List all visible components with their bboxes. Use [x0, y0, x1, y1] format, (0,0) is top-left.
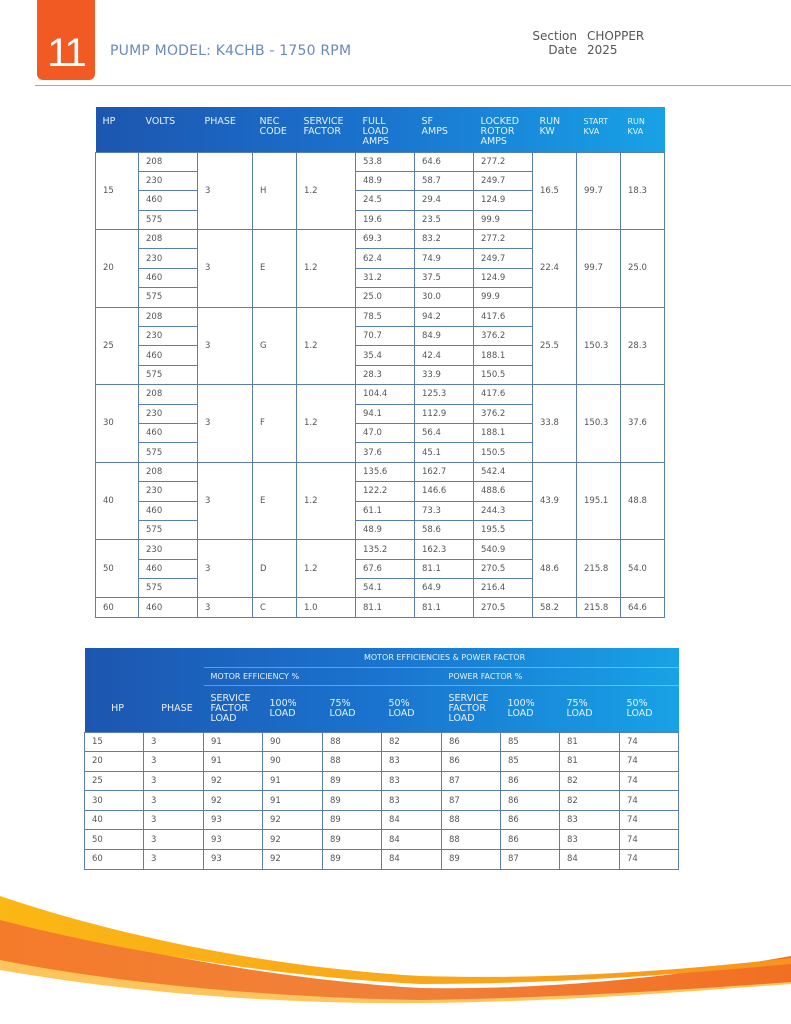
service-factor-cell: 1.2	[297, 462, 356, 540]
cell: 85	[501, 732, 560, 752]
hp-cell: 25	[96, 307, 139, 385]
locked-rotor-amps-cell: 249.7	[474, 249, 533, 268]
cell: 88	[442, 810, 501, 830]
cell: 82	[382, 732, 442, 752]
full-load-amps-cell: 135.6	[356, 462, 415, 481]
service-factor-cell: 1.2	[297, 230, 356, 308]
header-eff-75-load: 75% LOAD	[323, 685, 382, 732]
phase-cell: 3	[198, 307, 253, 385]
header-divider	[35, 85, 791, 86]
volts-cell: 460	[139, 598, 198, 617]
cell: 91	[263, 771, 323, 791]
cell: 88	[323, 732, 382, 752]
run-kw-cell: 58.2	[533, 598, 577, 617]
sf-amps-cell: 29.4	[415, 191, 474, 210]
locked-rotor-amps-cell: 277.2	[474, 152, 533, 171]
table-row	[85, 830, 679, 850]
section-label: Section	[532, 29, 577, 43]
run-kw-cell: 48.6	[533, 540, 577, 598]
efficiency-table-title: MOTOR EFFICIENCIES & POWER FACTOR	[363, 652, 526, 662]
header-locked-rotor-amps: LOCKED ROTOR AMPS	[480, 116, 520, 147]
locked-rotor-amps-cell: 99.9	[474, 288, 533, 307]
cell: 93	[204, 830, 263, 850]
table-row	[85, 752, 679, 772]
start-kva-cell: 150.3	[577, 385, 621, 463]
locked-rotor-amps-cell: 376.2	[474, 404, 533, 423]
full-load-amps-cell: 67.6	[356, 559, 415, 578]
decorative-swoosh	[0, 880, 791, 1024]
cell: 15	[85, 732, 144, 752]
header-sf-amps: SF AMPS	[421, 116, 448, 137]
cell: 93	[204, 810, 263, 830]
volts-cell: 230	[139, 404, 198, 423]
header-start-kva: START KVA	[583, 117, 609, 136]
volts-cell: 575	[139, 579, 198, 598]
volts-cell: 575	[139, 365, 198, 384]
cell: 3	[144, 771, 204, 791]
locked-rotor-amps-cell: 195.5	[474, 520, 533, 539]
sf-amps-cell: 58.6	[415, 520, 474, 539]
sf-amps-cell: 162.3	[415, 540, 474, 559]
cell: 74	[620, 732, 679, 752]
locked-rotor-amps-cell: 540.9	[474, 540, 533, 559]
cell: 3	[144, 791, 204, 811]
service-factor-cell: 1.2	[297, 307, 356, 385]
full-load-amps-cell: 69.3	[356, 230, 415, 249]
sf-amps-cell: 33.9	[415, 365, 474, 384]
volts-cell: 460	[139, 346, 198, 365]
cell: 91	[204, 732, 263, 752]
start-kva-cell: 150.3	[577, 307, 621, 385]
page-title: PUMP MODEL: K4CHB - 1750 RPM	[110, 43, 352, 59]
sf-amps-cell: 45.1	[415, 443, 474, 462]
header-hp: HP	[102, 116, 116, 127]
locked-rotor-amps-cell: 244.3	[474, 501, 533, 520]
run-kw-cell: 43.9	[533, 462, 577, 540]
header-eff-service-factor-load: SERVICE FACTOR LOAD	[204, 685, 263, 732]
header-service-factor: SERVICE FACTOR	[303, 116, 344, 137]
run-kw-cell: 25.5	[533, 307, 577, 385]
volts-cell: 208	[139, 385, 198, 404]
sf-amps-cell: 84.9	[415, 327, 474, 346]
cell: 82	[560, 771, 620, 791]
volts-cell: 575	[139, 288, 198, 307]
table-row	[96, 152, 665, 171]
cell: 86	[442, 732, 501, 752]
service-factor-cell: 1.2	[297, 152, 356, 230]
cell: 86	[442, 752, 501, 772]
nec-code-cell: H	[253, 152, 297, 230]
header-phase: PHASE	[161, 702, 193, 714]
sf-amps-cell: 81.1	[415, 559, 474, 578]
header-hp: HP	[111, 702, 124, 714]
volts-cell: 460	[139, 268, 198, 287]
cell: 3	[144, 810, 204, 830]
service-factor-cell: 1.2	[297, 385, 356, 463]
swoosh-orange-band	[0, 916, 791, 1000]
cell: 88	[442, 830, 501, 850]
full-load-amps-cell: 54.1	[356, 579, 415, 598]
locked-rotor-amps-cell: 188.1	[474, 423, 533, 442]
cell: 88	[323, 752, 382, 772]
hp-cell: 40	[96, 462, 139, 540]
locked-rotor-amps-cell: 376.2	[474, 327, 533, 346]
cell: 74	[620, 830, 679, 850]
sf-amps-cell: 58.7	[415, 171, 474, 190]
cell: 90	[263, 752, 323, 772]
run-kva-cell: 25.0	[621, 230, 665, 308]
cell: 83	[382, 752, 442, 772]
cell: 86	[501, 771, 560, 791]
full-load-amps-cell: 35.4	[356, 346, 415, 365]
locked-rotor-amps-cell: 249.7	[474, 171, 533, 190]
phase-cell: 3	[198, 385, 253, 463]
header-pf-service-factor-load: SERVICE FACTOR LOAD	[442, 685, 501, 732]
sf-amps-cell: 73.3	[415, 501, 474, 520]
full-load-amps-cell: 70.7	[356, 327, 415, 346]
sf-amps-cell: 74.9	[415, 249, 474, 268]
sf-amps-cell: 64.6	[415, 152, 474, 171]
volts-cell: 208	[139, 230, 198, 249]
volts-cell: 230	[139, 327, 198, 346]
cell: 84	[560, 850, 620, 870]
cell: 30	[85, 791, 144, 811]
hp-cell: 15	[96, 152, 139, 230]
cell: 89	[323, 830, 382, 850]
cell: 84	[382, 830, 442, 850]
hp-cell: 60	[96, 598, 139, 617]
header-run-kva: RUN KVA	[627, 117, 645, 136]
date-value: 2025	[587, 43, 618, 57]
cell: 50	[85, 830, 144, 850]
full-load-amps-cell: 47.0	[356, 423, 415, 442]
cell: 25	[85, 771, 144, 791]
table-row	[96, 307, 665, 326]
document-meta	[525, 29, 644, 57]
locked-rotor-amps-cell: 488.6	[474, 482, 533, 501]
full-load-amps-cell: 31.2	[356, 268, 415, 287]
nec-code-cell: E	[253, 230, 297, 308]
cell: 74	[620, 771, 679, 791]
volts-cell: 208	[139, 307, 198, 326]
volts-cell: 575	[139, 210, 198, 229]
table-row	[96, 540, 665, 559]
cell: 91	[263, 791, 323, 811]
volts-cell: 230	[139, 249, 198, 268]
run-kva-cell: 54.0	[621, 540, 665, 598]
cell: 93	[204, 850, 263, 870]
full-load-amps-cell: 61.1	[356, 501, 415, 520]
sf-amps-cell: 64.9	[415, 579, 474, 598]
cell: 81	[560, 752, 620, 772]
service-factor-cell: 1.0	[297, 598, 356, 617]
service-factor-cell: 1.2	[297, 540, 356, 598]
table-row	[96, 598, 665, 617]
run-kva-cell: 28.3	[621, 307, 665, 385]
locked-rotor-amps-cell: 150.5	[474, 365, 533, 384]
page-number: 11	[47, 31, 85, 75]
full-load-amps-cell: 94.1	[356, 404, 415, 423]
table-row	[96, 462, 665, 481]
volts-cell: 460	[139, 191, 198, 210]
sf-amps-cell: 30.0	[415, 288, 474, 307]
phase-cell: 3	[198, 230, 253, 308]
phase-cell: 3	[198, 462, 253, 540]
full-load-amps-cell: 19.6	[356, 210, 415, 229]
cell: 82	[560, 791, 620, 811]
run-kva-cell: 64.6	[621, 598, 665, 617]
header-pf-50-load: 50% LOAD	[620, 685, 679, 732]
cell: 90	[263, 732, 323, 752]
header-phase: PHASE	[204, 116, 236, 127]
sf-amps-cell: 37.5	[415, 268, 474, 287]
sf-amps-cell: 23.5	[415, 210, 474, 229]
motor-efficiency-table	[84, 648, 679, 870]
sf-amps-cell: 94.2	[415, 307, 474, 326]
cell: 89	[323, 850, 382, 870]
cell: 74	[620, 791, 679, 811]
volts-cell: 575	[139, 443, 198, 462]
volts-cell: 460	[139, 559, 198, 578]
locked-rotor-amps-cell: 542.4	[474, 462, 533, 481]
cell: 87	[442, 771, 501, 791]
cell: 89	[323, 771, 382, 791]
cell: 92	[263, 810, 323, 830]
nec-code-cell: D	[253, 540, 297, 598]
locked-rotor-amps-cell: 216.4	[474, 579, 533, 598]
date-label: Date	[548, 43, 577, 57]
sf-amps-cell: 56.4	[415, 423, 474, 442]
hp-cell: 30	[96, 385, 139, 463]
run-kw-cell: 22.4	[533, 230, 577, 308]
cell: 40	[85, 810, 144, 830]
locked-rotor-amps-cell: 124.9	[474, 268, 533, 287]
header-nec-code: NEC CODE	[259, 116, 287, 137]
full-load-amps-cell: 48.9	[356, 520, 415, 539]
cell: 3	[144, 732, 204, 752]
nec-code-cell: G	[253, 307, 297, 385]
full-load-amps-cell: 48.9	[356, 171, 415, 190]
run-kva-cell: 18.3	[621, 152, 665, 230]
nec-code-cell: F	[253, 385, 297, 463]
nec-code-cell: E	[253, 462, 297, 540]
full-load-amps-cell: 104.4	[356, 385, 415, 404]
locked-rotor-amps-cell: 270.5	[474, 598, 533, 617]
locked-rotor-amps-cell: 150.5	[474, 443, 533, 462]
cell: 86	[501, 791, 560, 811]
full-load-amps-cell: 135.2	[356, 540, 415, 559]
header-eff-100-load: 100% LOAD	[263, 685, 323, 732]
full-load-amps-cell: 24.5	[356, 191, 415, 210]
cell: 20	[85, 752, 144, 772]
cell: 3	[144, 752, 204, 772]
cell: 89	[442, 850, 501, 870]
table-row	[85, 850, 679, 870]
start-kva-cell: 99.7	[577, 152, 621, 230]
table-row	[96, 385, 665, 404]
full-load-amps-cell: 37.6	[356, 443, 415, 462]
volts-cell: 230	[139, 482, 198, 501]
cell: 92	[263, 830, 323, 850]
full-load-amps-cell: 28.3	[356, 365, 415, 384]
cell: 83	[382, 771, 442, 791]
volts-cell: 460	[139, 501, 198, 520]
hp-cell: 20	[96, 230, 139, 308]
full-load-amps-cell: 81.1	[356, 598, 415, 617]
cell: 87	[442, 791, 501, 811]
volts-cell: 230	[139, 171, 198, 190]
header-pf-75-load: 75% LOAD	[560, 685, 620, 732]
cell: 85	[501, 752, 560, 772]
header-full-load-amps: FULL LOAD AMPS	[362, 116, 389, 147]
locked-rotor-amps-cell: 417.6	[474, 385, 533, 404]
cell: 74	[620, 850, 679, 870]
cell: 3	[144, 850, 204, 870]
cell: 83	[560, 830, 620, 850]
sf-amps-cell: 81.1	[415, 598, 474, 617]
cell: 89	[323, 791, 382, 811]
cell: 92	[204, 791, 263, 811]
sf-amps-cell: 146.6	[415, 482, 474, 501]
cell: 83	[560, 810, 620, 830]
header-pf-100-load: 100% LOAD	[501, 685, 560, 732]
volts-cell: 208	[139, 152, 198, 171]
volts-cell: 208	[139, 462, 198, 481]
full-load-amps-cell: 53.8	[356, 152, 415, 171]
start-kva-cell: 99.7	[577, 230, 621, 308]
phase-cell: 3	[198, 598, 253, 617]
page-number-badge	[37, 0, 95, 80]
cell: 89	[323, 810, 382, 830]
full-load-amps-cell: 62.4	[356, 249, 415, 268]
header-run-kw: RUN KW	[539, 116, 561, 137]
sf-amps-cell: 162.7	[415, 462, 474, 481]
cell: 92	[204, 771, 263, 791]
locked-rotor-amps-cell: 99.9	[474, 210, 533, 229]
sf-amps-cell: 112.9	[415, 404, 474, 423]
header-eff-50-load: 50% LOAD	[382, 685, 442, 732]
locked-rotor-amps-cell: 124.9	[474, 191, 533, 210]
start-kva-cell: 195.1	[577, 462, 621, 540]
table-row	[85, 732, 679, 752]
run-kva-cell: 48.8	[621, 462, 665, 540]
section-value: CHOPPER	[587, 29, 645, 43]
full-load-amps-cell: 122.2	[356, 482, 415, 501]
sf-amps-cell: 125.3	[415, 385, 474, 404]
phase-cell: 3	[198, 152, 253, 230]
sf-amps-cell: 83.2	[415, 230, 474, 249]
electrical-data-table	[95, 107, 665, 618]
cell: 3	[144, 830, 204, 850]
cell: 92	[263, 850, 323, 870]
header-volts: VOLTS	[145, 116, 176, 127]
run-kw-cell: 16.5	[533, 152, 577, 230]
cell: 84	[382, 810, 442, 830]
cell: 74	[620, 810, 679, 830]
phase-cell: 3	[198, 540, 253, 598]
cell: 86	[501, 810, 560, 830]
locked-rotor-amps-cell: 277.2	[474, 230, 533, 249]
cell: 86	[501, 830, 560, 850]
cell: 74	[620, 752, 679, 772]
volts-cell: 230	[139, 540, 198, 559]
hp-cell: 50	[96, 540, 139, 598]
cell: 87	[501, 850, 560, 870]
cell: 91	[204, 752, 263, 772]
locked-rotor-amps-cell: 270.5	[474, 559, 533, 578]
table-row	[96, 230, 665, 249]
run-kva-cell: 37.6	[621, 385, 665, 463]
full-load-amps-cell: 78.5	[356, 307, 415, 326]
cell: 84	[382, 850, 442, 870]
cell: 81	[560, 732, 620, 752]
table-row	[85, 771, 679, 791]
run-kw-cell: 33.8	[533, 385, 577, 463]
locked-rotor-amps-cell: 188.1	[474, 346, 533, 365]
locked-rotor-amps-cell: 417.6	[474, 307, 533, 326]
full-load-amps-cell: 25.0	[356, 288, 415, 307]
group-power-factor: POWER FACTOR %	[442, 667, 679, 685]
group-motor-efficiency: MOTOR EFFICIENCY %	[204, 667, 442, 685]
nec-code-cell: C	[253, 598, 297, 617]
volts-cell: 460	[139, 423, 198, 442]
table-row	[85, 791, 679, 811]
cell: 60	[85, 850, 144, 870]
cell: 83	[382, 791, 442, 811]
start-kva-cell: 215.8	[577, 540, 621, 598]
table-row	[85, 810, 679, 830]
volts-cell: 575	[139, 520, 198, 539]
start-kva-cell: 215.8	[577, 598, 621, 617]
sf-amps-cell: 42.4	[415, 346, 474, 365]
